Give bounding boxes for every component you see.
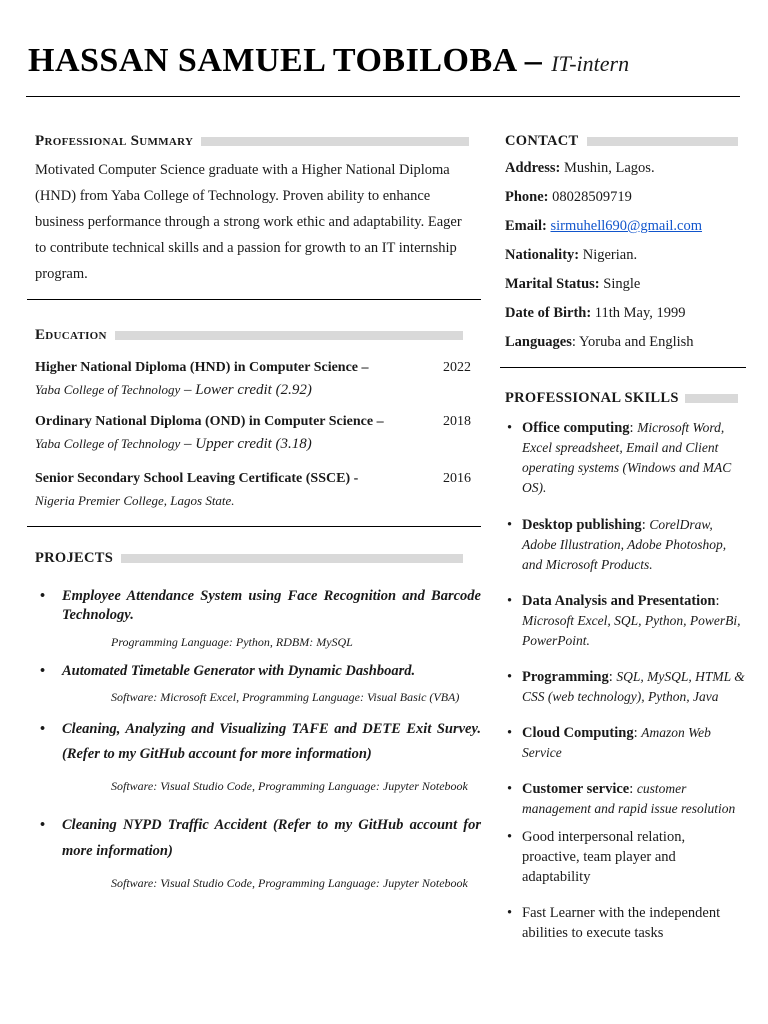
email-link[interactable]: sirmuhell690@gmail.com (550, 218, 703, 234)
section-divider (500, 367, 746, 368)
section-divider (27, 526, 481, 527)
summary-heading (27, 130, 481, 152)
section-divider (27, 299, 481, 300)
education-heading (27, 324, 481, 346)
contact-email: Email: sirmuhell690@gmail.com (505, 218, 703, 234)
contact-details (500, 154, 746, 357)
skill-item: • Desktop publishing: CorelDraw, Adobe Illustration, Adobe Photoshop, and Microsoft Products. (500, 515, 746, 575)
education-grade: – Upper credit (3.18) (180, 436, 312, 452)
heading-bar (115, 331, 463, 340)
skills-title: PROFESSIONAL SKILLS (505, 389, 679, 406)
project-tools: Software: Visual Studio Code, Programming Language: Jupyter Notebook (111, 779, 468, 793)
project-name: Cleaning NYPD Traffic Accident (Refer to my GitHub account for more information) (62, 817, 481, 859)
summary-title: Professional Summary (35, 132, 194, 149)
contact-address: Address: Mushin, Lagos. (505, 160, 655, 176)
contact-nationality: Nationality: Nigerian. (505, 247, 638, 263)
project-item (35, 812, 481, 864)
skill-item: • Data Analysis and Presentation: Microsoft Excel, SQL, Python, PowerBi, PowerPoint. (500, 591, 746, 651)
projects-heading (27, 547, 481, 569)
contact-title: CONTACT (505, 132, 579, 149)
header-divider (26, 96, 740, 97)
heading-bar (587, 137, 738, 146)
resume-header (28, 42, 740, 80)
heading-bar (201, 137, 469, 146)
education-degree: Senior Secondary School Leaving Certificate (SSCE) - (35, 471, 359, 486)
education-school: Nigeria Premier College, Lagos State. (35, 493, 235, 508)
heading-bar (121, 554, 463, 563)
education-school: Yaba College of Technology (35, 382, 181, 397)
education-grade: – Lower credit (2.92) (180, 382, 312, 398)
project-tools: Software: Visual Studio Code, Programming Language: Jupyter Notebook (111, 876, 468, 890)
education-year: 2022 (443, 360, 471, 375)
education-title: Education (35, 326, 107, 343)
contact-date-of-birth: Date of Birth: 11th May, 1999 (505, 305, 686, 321)
right-column (500, 130, 746, 943)
candidate-name: HASSAN SAMUEL TOBILOBA – (28, 42, 552, 79)
skill-item: • Fast Learner with the independent abilities to execute tasks (500, 903, 746, 943)
education-item (27, 360, 481, 399)
education-year: 2018 (443, 414, 471, 429)
project-item (35, 662, 481, 681)
skill-item: • Good interpersonal relation, proactive, team player and adaptability (500, 827, 746, 887)
skill-item: • Customer service: customer management and rapid issue resolution (500, 779, 746, 819)
contact-heading (500, 130, 746, 152)
left-column (27, 130, 481, 891)
project-item (35, 717, 481, 767)
project-tools: Programming Language: Python, RDBM: MySQL (111, 635, 353, 649)
candidate-role: IT-intern (551, 51, 630, 76)
education-degree: Ordinary National Diploma (OND) in Computer Science – (35, 414, 384, 429)
skills-list (500, 418, 746, 943)
education-degree: Higher National Diploma (HND) in Computer Science – (35, 360, 369, 375)
project-name: Employee Attendance System using Face Recognition and Barcode Technology. (62, 588, 481, 623)
project-name: Cleaning, Analyzing and Visualizing TAFE and DETE Exit Survey. (Refer to my GitHub account for more information) (62, 721, 481, 762)
skills-heading (500, 387, 746, 409)
skill-item: • Programming: SQL, MySQL, HTML & CSS (web technology), Python, Java (500, 667, 746, 707)
contact-marital-status: Marital Status: Single (505, 276, 641, 292)
project-tools: Software: Microsoft Excel, Programming Language: Visual Basic (VBA) (111, 690, 460, 704)
contact-phone: Phone: 08028509719 (505, 189, 632, 205)
project-item (35, 587, 481, 625)
heading-bar (685, 394, 738, 403)
contact-languages: Languages: Yoruba and English (505, 334, 694, 350)
projects-list (27, 587, 481, 891)
education-year: 2016 (443, 471, 471, 486)
summary-text: Motivated Computer Science graduate with a Higher National Diploma (HND) from Yaba College of Technology. Proven ability to enhance business performance through a strong work ethic and adaptability. Eager to contribute technical skills and a passion for growth to an IT internship program. (35, 162, 462, 282)
skill-item: • Cloud Computing: Amazon Web Service (500, 723, 746, 763)
skill-item: • Office computing: Microsoft Word, Excel spreadsheet, Email and Client operating systems (Windows and MAC OS). (500, 418, 746, 498)
education-item (27, 414, 481, 453)
project-name: Automated Timetable Generator with Dynamic Dashboard. (62, 663, 416, 679)
education-item (27, 471, 481, 509)
education-school: Yaba College of Technology (35, 436, 181, 451)
projects-title: PROJECTS (35, 549, 114, 566)
